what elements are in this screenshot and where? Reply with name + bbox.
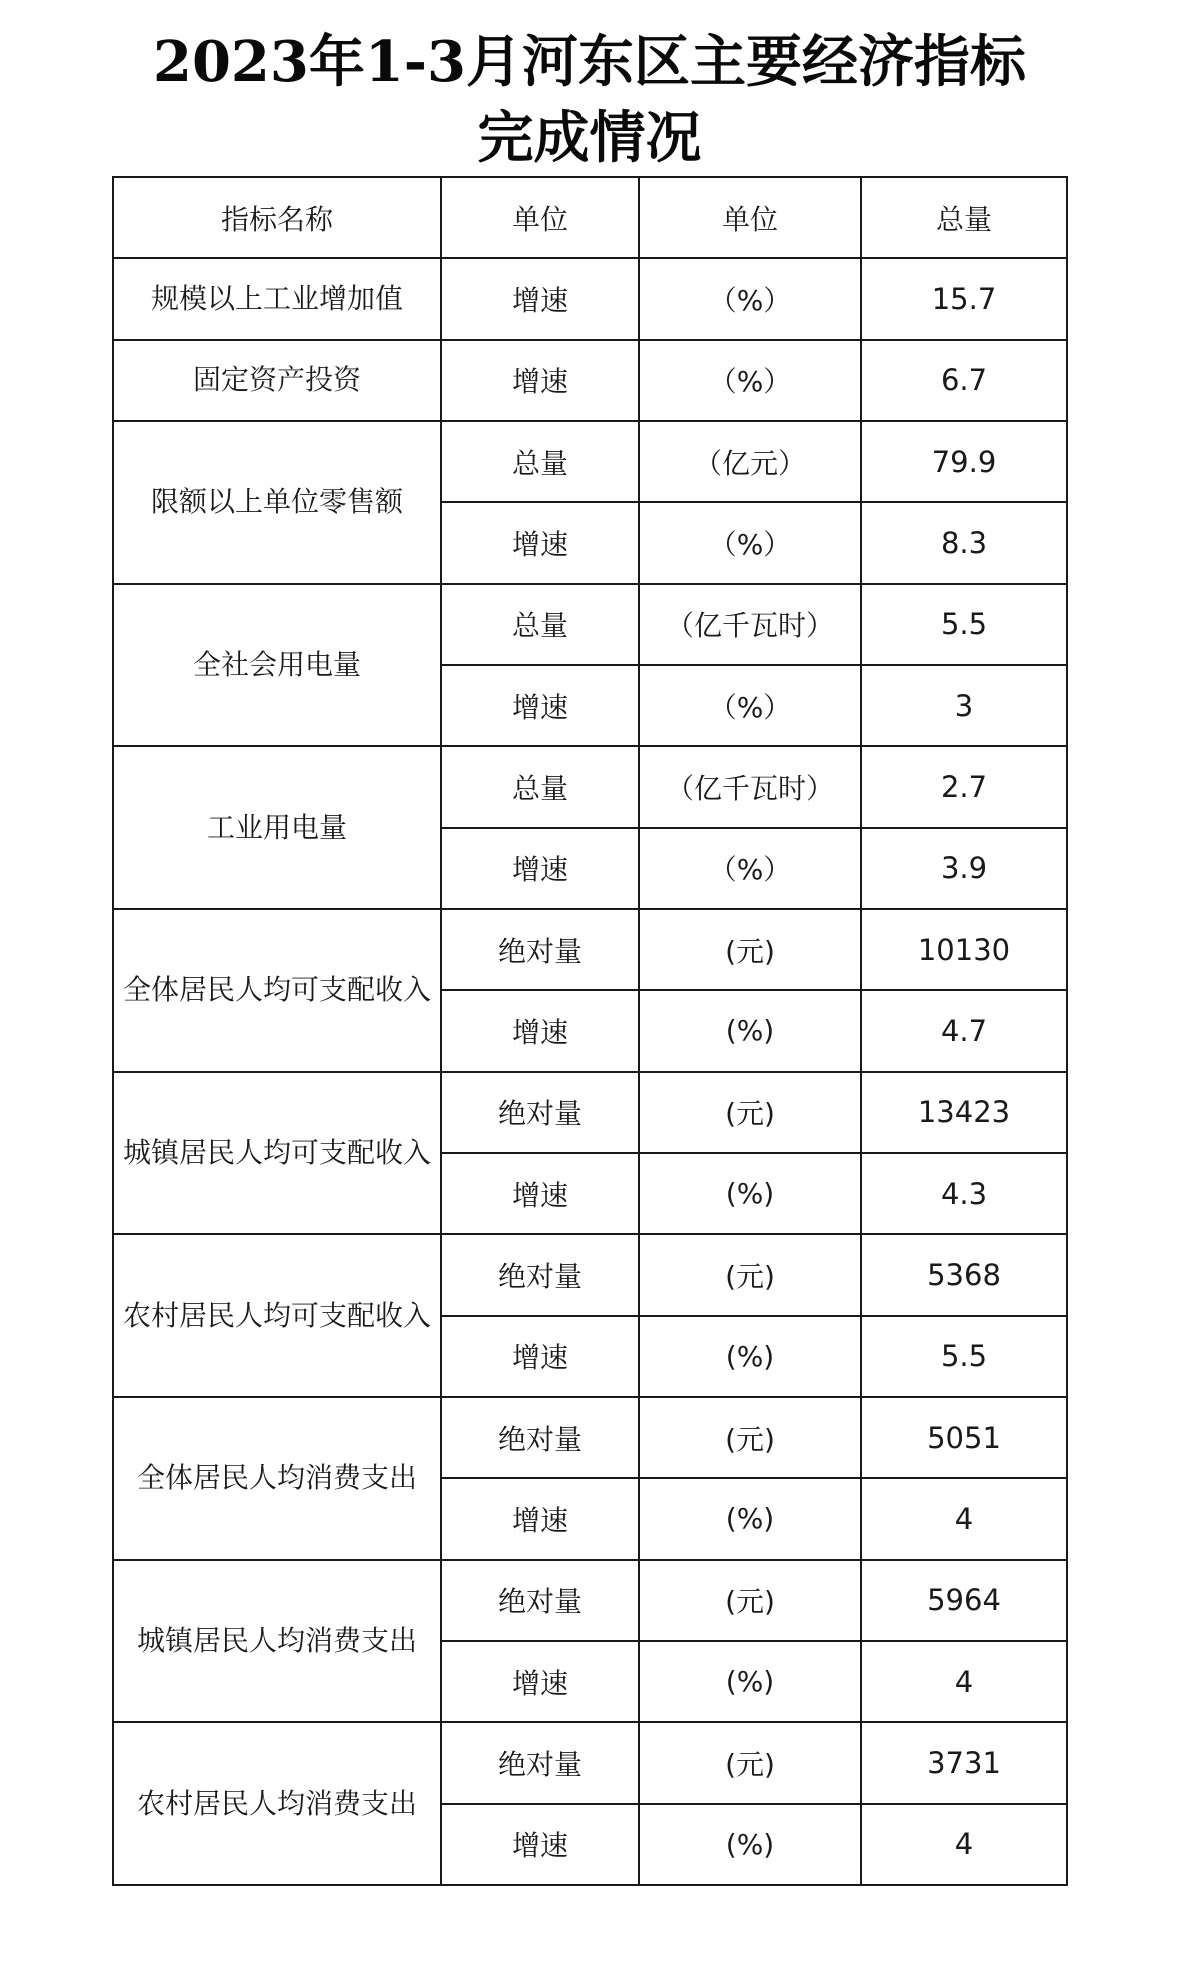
measure-cell: 绝对量 (441, 1072, 639, 1153)
measure-cell: 总量 (441, 746, 639, 827)
measure-cell: 绝对量 (441, 1722, 639, 1803)
value-cell: 15.7 (861, 258, 1067, 339)
table-row (113, 1234, 1067, 1315)
value-cell: 5964 (861, 1560, 1067, 1641)
measure-cell: 绝对量 (441, 909, 639, 990)
value-cell: 4.7 (861, 990, 1067, 1071)
indicator-name: 全体居民人均可支配收入 (113, 909, 441, 1072)
indicator-name: 限额以上单位零售额 (113, 421, 441, 584)
indicator-name: 农村居民人均可支配收入 (113, 1234, 441, 1397)
unit-cell: (元) (639, 1234, 861, 1315)
value-cell: 2.7 (861, 746, 1067, 827)
indicator-name: 城镇居民人均消费支出 (113, 1560, 441, 1723)
unit-cell: (%) (639, 1641, 861, 1722)
indicator-table (112, 176, 1068, 1886)
indicator-name: 工业用电量 (113, 746, 441, 909)
table-header-row (113, 177, 1067, 258)
page-title: 2023年1-3月河东区主要经济指标 (152, 29, 1027, 95)
page-subtitle: 完成情况 (477, 105, 702, 171)
unit-cell: (元) (639, 1072, 861, 1153)
value-cell: 3731 (861, 1722, 1067, 1803)
measure-cell: 总量 (441, 584, 639, 665)
table-row (113, 1560, 1067, 1641)
measure-cell: 增速 (441, 1804, 639, 1885)
measure-cell: 增速 (441, 828, 639, 909)
indicator-name: 城镇居民人均可支配收入 (113, 1072, 441, 1235)
table-row (113, 1722, 1067, 1803)
value-cell: 5.5 (861, 584, 1067, 665)
unit-cell: （亿千瓦时） (639, 584, 861, 665)
unit-cell: (%) (639, 1478, 861, 1559)
unit-cell: (%) (639, 1316, 861, 1397)
unit-cell: (元) (639, 909, 861, 990)
value-cell: 13423 (861, 1072, 1067, 1153)
header-value: 总量 (861, 177, 1067, 258)
measure-cell: 增速 (441, 340, 639, 421)
measure-cell: 增速 (441, 990, 639, 1071)
unit-cell: （%） (639, 502, 861, 583)
unit-cell: (%) (639, 1804, 861, 1885)
unit-cell: (%) (639, 990, 861, 1071)
unit-cell: (%) (639, 1153, 861, 1234)
value-cell: 5.5 (861, 1316, 1067, 1397)
table-row (113, 1397, 1067, 1478)
measure-cell: 绝对量 (441, 1560, 639, 1641)
header-measure: 单位 (441, 177, 639, 258)
measure-cell: 增速 (441, 1153, 639, 1234)
measure-cell: 增速 (441, 258, 639, 339)
table-row (113, 340, 1067, 421)
unit-cell: （%） (639, 340, 861, 421)
value-cell: 10130 (861, 909, 1067, 990)
header-unit: 单位 (639, 177, 861, 258)
value-cell: 5051 (861, 1397, 1067, 1478)
measure-cell: 增速 (441, 1316, 639, 1397)
table-row (113, 421, 1067, 502)
indicator-name: 全体居民人均消费支出 (113, 1397, 441, 1560)
measure-cell: 增速 (441, 1641, 639, 1722)
value-cell: 8.3 (861, 502, 1067, 583)
value-cell: 4 (861, 1641, 1067, 1722)
measure-cell: 增速 (441, 502, 639, 583)
unit-cell: (元) (639, 1397, 861, 1478)
indicator-name: 固定资产投资 (113, 340, 441, 421)
measure-cell: 绝对量 (441, 1234, 639, 1315)
unit-cell: (元) (639, 1722, 861, 1803)
table-row (113, 909, 1067, 990)
indicator-name: 全社会用电量 (113, 584, 441, 747)
measure-cell: 增速 (441, 1478, 639, 1559)
indicator-name: 规模以上工业增加值 (113, 258, 441, 339)
measure-cell: 绝对量 (441, 1397, 639, 1478)
value-cell: 4 (861, 1478, 1067, 1559)
measure-cell: 增速 (441, 665, 639, 746)
header-indicator-name: 指标名称 (113, 177, 441, 258)
table-row (113, 584, 1067, 665)
measure-cell: 总量 (441, 421, 639, 502)
indicator-name: 农村居民人均消费支出 (113, 1722, 441, 1885)
value-cell: 79.9 (861, 421, 1067, 502)
unit-cell: （亿千瓦时） (639, 746, 861, 827)
unit-cell: (元) (639, 1560, 861, 1641)
value-cell: 4 (861, 1804, 1067, 1885)
unit-cell: （%） (639, 828, 861, 909)
value-cell: 3 (861, 665, 1067, 746)
unit-cell: （%） (639, 258, 861, 339)
table-row (113, 258, 1067, 339)
value-cell: 5368 (861, 1234, 1067, 1315)
value-cell: 3.9 (861, 828, 1067, 909)
value-cell: 4.3 (861, 1153, 1067, 1234)
table-row (113, 1072, 1067, 1153)
unit-cell: （%） (639, 665, 861, 746)
unit-cell: （亿元） (639, 421, 861, 502)
value-cell: 6.7 (861, 340, 1067, 421)
table-row (113, 746, 1067, 827)
